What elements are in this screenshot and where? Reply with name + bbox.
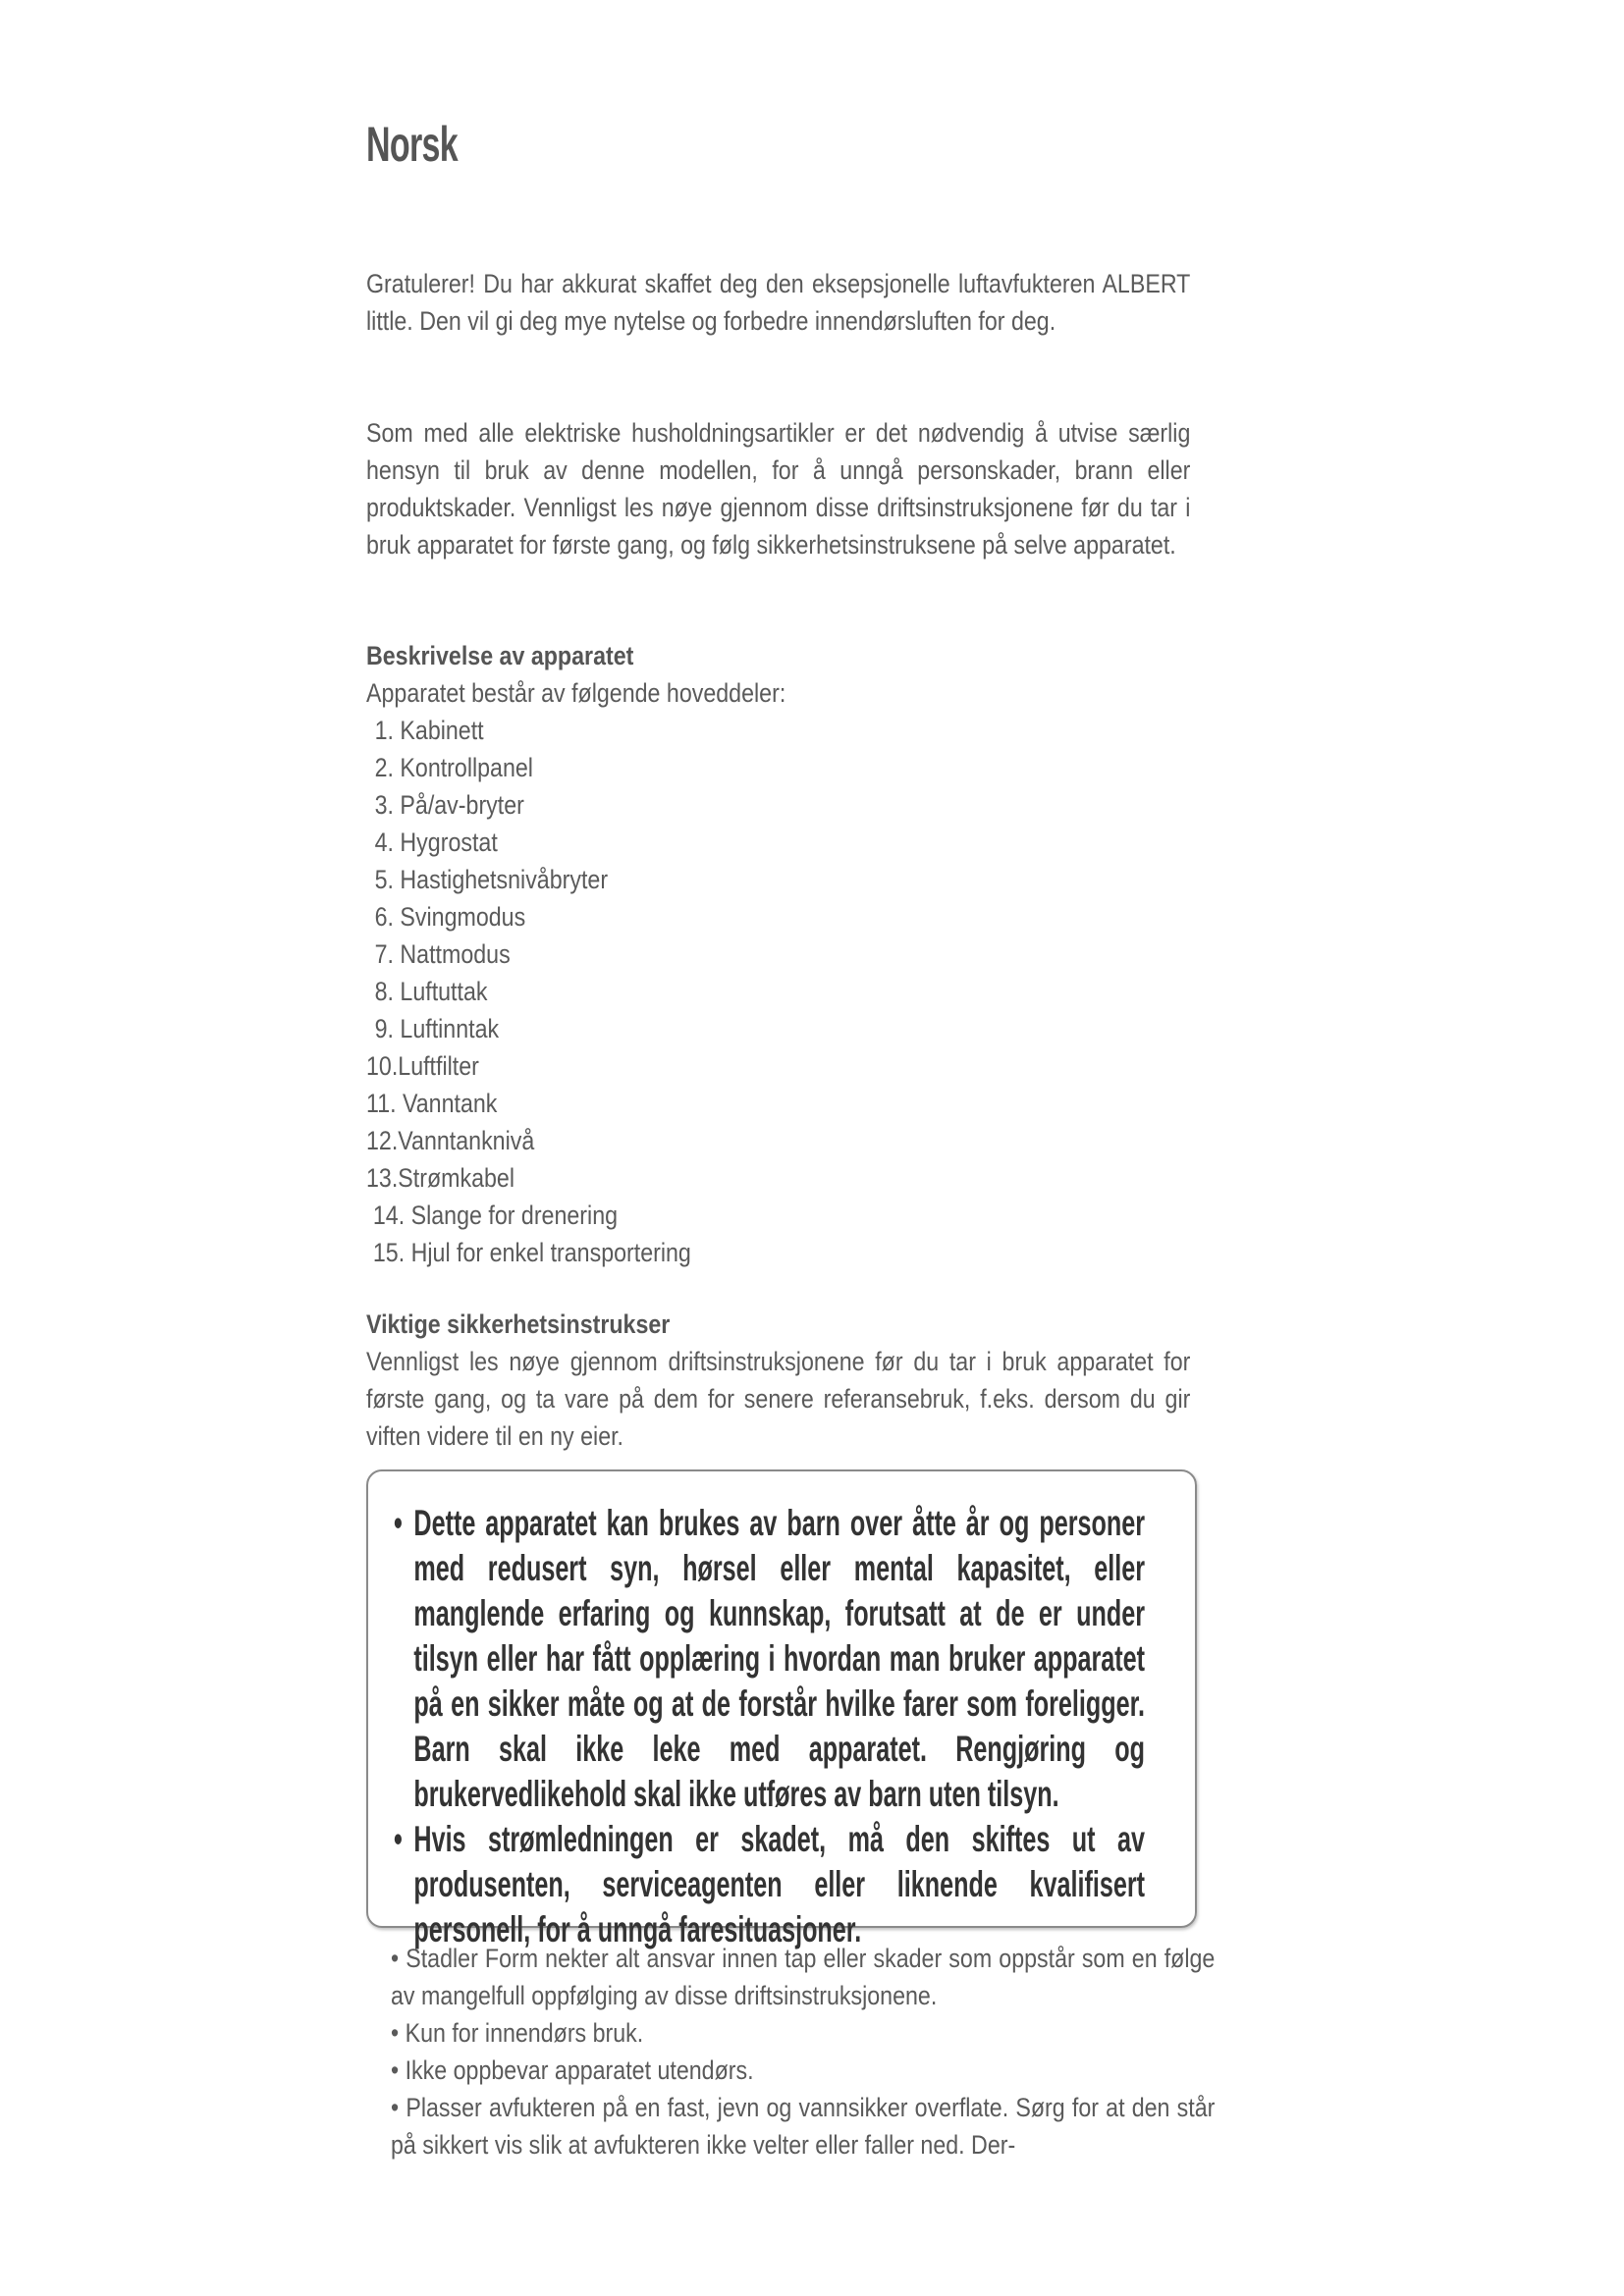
- list-item: • Kun for innendørs bruk.: [391, 2018, 644, 2048]
- list-item: 10.Luftfilter: [366, 1051, 479, 1081]
- list-item: 4. Hygrostat: [374, 828, 498, 857]
- list-item: 3. På/av-bryter: [374, 790, 524, 820]
- list-item: 9. Luftinntak: [374, 1014, 500, 1043]
- intro-paragraph: Gratulerer! Du har akkurat skaffet deg den eksepsjonelle luftavfukteren ALBERT little. Den vil gi deg mye nytelse og forbedre innendørsluften for deg.: [366, 269, 1191, 336]
- safety-lead: Vennligst les nøye gjennom driftsinstruksjonene før du tar i bruk apparatet for første gang, og ta vare på dem for senere referansebruk, f.eks. dersom du gir viften videre til en ny eier.: [366, 1347, 1191, 1451]
- bullet-text: Stadler Form nekter alt ansvar innen tap eller skader som oppstår som en følge av mangelfull oppfølging av disse driftsinstruksjonene.: [391, 1944, 1216, 2010]
- page-title: Norsk: [366, 117, 458, 172]
- list-item: 2. Kontrollpanel: [374, 753, 533, 782]
- bullet-icon: •: [394, 1503, 403, 1543]
- list-item: 5. Hastighetsnivåbryter: [374, 865, 609, 894]
- safety-heading: Viktige sikkerhetsinstrukser: [366, 1309, 671, 1339]
- bullet-text: Ikke oppbevar apparatet utendørs.: [405, 2056, 754, 2085]
- warning-text: Dette apparatet kan brukes av barn over åtte år og personer med redusert syn, hørsel eller mental kapasitet, eller manglende erfaring og kunnskap, forutsatt at de er under tilsyn eller har fått opplæring i hvordan man bruker apparatet på en sikker måte og at de forstår hvilke farer som foreligger. Barn skal ikke leke med apparatet. Rengjøring og brukervedlikehold skal ikke utføres av barn uten tilsyn.: [413, 1503, 1145, 1814]
- description-lead: Apparatet består av følgende hoveddeler:: [366, 678, 786, 708]
- intro-section: [366, 265, 1325, 340]
- list-item: 1. Kabinett: [374, 716, 484, 745]
- description-heading: Beskrivelse av apparatet: [366, 641, 634, 670]
- description-section: [366, 637, 1325, 1271]
- bullet-text: Plasser avfukteren på en fast, jevn og vannsikker overflate. Sørg for at den står på sikkert vis slik at avfukteren ikke velter eller faller ned. Der-: [391, 2093, 1216, 2160]
- intro-section-2: [366, 414, 1325, 563]
- warning-item: [394, 1817, 1145, 1952]
- list-item: 6. Svingmodus: [374, 902, 526, 932]
- warning-box: [366, 1469, 1197, 1949]
- list-item: 13.Strømkabel: [366, 1163, 514, 1193]
- bullet-text: Kun for innendørs bruk.: [405, 2018, 644, 2048]
- warning-text: Hvis strømledningen er skadet, må den skiftes ut av produsenten, serviceagenten eller liknende kvalifisert personell, for å unngå faresituasjoner.: [413, 1819, 1145, 1949]
- list-item: • Ikke oppbevar apparatet utendørs.: [391, 2056, 754, 2085]
- safety-section: [366, 1306, 1325, 1455]
- list-item: 8. Luftuttak: [374, 977, 488, 1006]
- list-item: 7. Nattmodus: [374, 939, 511, 969]
- list-item: 14. Slange for drenering: [372, 1201, 619, 1230]
- safety-bullets: [391, 1940, 1349, 2163]
- list-item: 11. Vanntank: [366, 1089, 498, 1118]
- list-item: 15. Hjul for enkel transportering: [372, 1238, 691, 1267]
- parts-list: [366, 712, 1190, 1271]
- intro-paragraph-2: Som med alle elektriske husholdningsartikler er det nødvendig å utvise særlig hensyn til bruk av denne modellen, for å unngå personskader, brann eller produktskader. Vennligst les nøye gjennom disse driftsinstruksjonene før du tar i bruk apparatet for første gang, og følg sikkerhetsinstruksene på selve apparatet.: [366, 418, 1191, 560]
- list-item: 12.Vanntanknivå: [366, 1126, 535, 1155]
- warning-item: [394, 1501, 1145, 1817]
- list-item: • Stadler Form nekter alt ansvar innen tap eller skader som oppstår som en følge av mangelfull oppfølging av disse driftsinstruksjonene.: [391, 1944, 1216, 2010]
- list-item: • Plasser avfukteren på en fast, jevn og vannsikker overflate. Sørg for at den står på sikkert vis slik at avfukteren ikke velter eller faller ned. Der-: [391, 2093, 1216, 2160]
- bullet-icon: •: [394, 1819, 403, 1859]
